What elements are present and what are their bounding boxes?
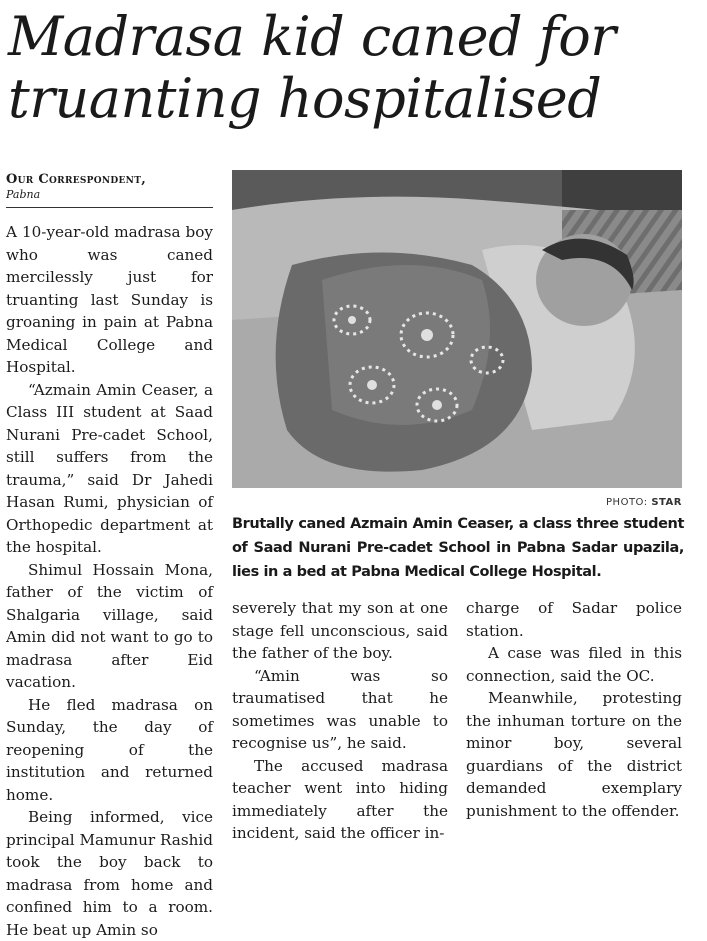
photo-credit: [232, 497, 682, 508]
photo-illustration: [232, 170, 682, 488]
credit-source: STAR: [651, 497, 682, 508]
body-column-1: [6, 221, 213, 941]
paragraph: A 10-year-old madrasa boy who was caned mercilessly just for truanting last Sunday is groaning in pain at Pabna Medical College and Hospital.: [6, 223, 213, 376]
credit-label: PHOTO:: [606, 497, 648, 508]
headline: Madrasa kid caned for truanting hospitalised: [8, 5, 616, 130]
news-photo: [232, 170, 682, 488]
photo-caption: Brutally caned Azmain Amin Ceaser, a class three student of Saad Nurani Pre-cadet School in Pabna Sadar upazila, lies in a bed at Pabna Medical College Hospital.: [232, 516, 684, 580]
body-column-2: [232, 597, 448, 845]
paragraph: “Amin was so traumatised that he sometimes was unable to recognise us”, he said.: [232, 666, 448, 752]
paragraph: He fled madrasa on Sunday, the day of reopening of the institution and returned home.: [6, 695, 213, 804]
body-column-3: [466, 597, 682, 822]
paragraph: “Azmain Amin Ceaser, a Class III student at Saad Nurani Pre-cadet School, still suffers from the trauma,” said Dr Jahedi Hasan Rumi, physician of Orthopedic department at the hospital.: [6, 380, 213, 556]
paragraph: charge of Sadar police station.: [466, 599, 682, 640]
paragraph: severely that my son at one stage fell unconscious, said the father of the boy.: [232, 599, 448, 662]
paragraph: Being informed, vice principal Mamunur Rashid took the boy back to madrasa from home and confined him to a room. He beat up Amin so: [6, 808, 213, 939]
byline-name: Our Correspondent,: [6, 172, 147, 187]
paragraph: A case was filed in this connection, said the OC.: [466, 644, 682, 685]
byline: [6, 172, 213, 208]
paragraph: The accused madrasa teacher went into hiding immediately after the incident, said the officer in-: [232, 756, 448, 842]
paragraph: Meanwhile, protesting the inhuman torture on the minor boy, several guardians of the district demanded exemplary punishment to the offender.: [466, 689, 682, 820]
byline-place: Pabna: [6, 188, 41, 201]
paragraph: Shimul Hossain Mona, father of the victim of Shalgaria village, said Amin did not want to go to madrasa after Eid vacation.: [6, 560, 213, 691]
